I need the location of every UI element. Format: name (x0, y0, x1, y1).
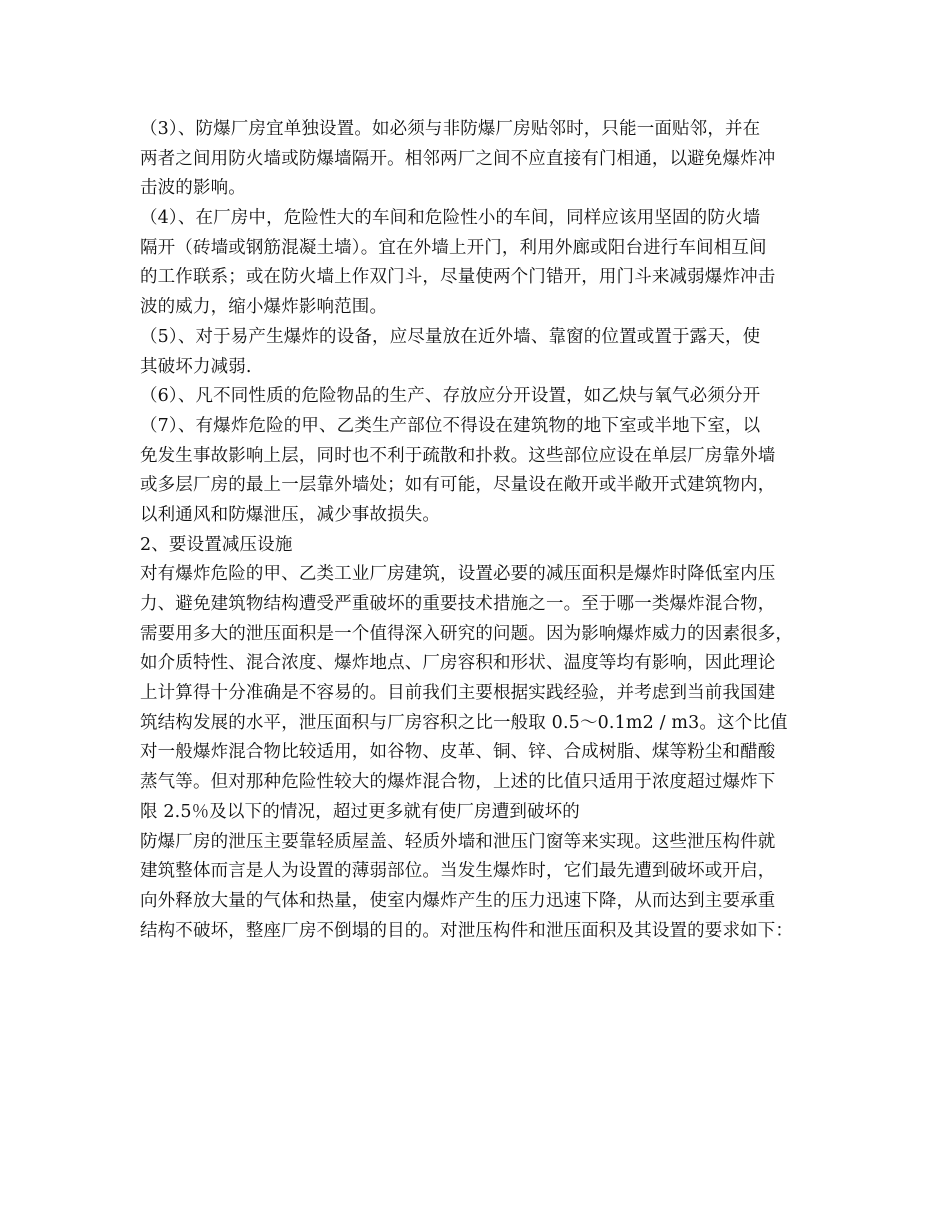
text-line: 免发生事故影响上层，同时也不利于疏散和扑救。这些部位应设在单层厂房靠外墙 (140, 445, 776, 466)
text-line: 以利通风和防爆泄压，减少事故损失。 (140, 504, 441, 525)
text-line: 结构不破坏，整座厂房不倒塌的目的。对泄压构件和泄压面积及其设置的要求如下： (140, 920, 794, 941)
text-line: 建筑整体而言是人为设置的薄弱部位。当发生爆炸时，它们最先遭到破坏或开启， (140, 861, 776, 882)
text-line: 限 2.5％及以下的情况，超过更多就有使厂房遭到破坏的 (140, 801, 580, 822)
text-line: 对有爆炸危险的甲、乙类工业厂房建筑，设置必要的减压面积是爆炸时降低室内压 (140, 564, 776, 585)
text-line: 隔开（砖墙或钢筋混凝土墙）。宜在外墙上开门，利用外廊或阳台进行车间相互间 (140, 237, 767, 258)
text-line: （6）、凡不同性质的危险物品的生产、存放应分开设置，如乙炔与氧气必须分开 (140, 386, 761, 407)
text-line: 击波的影响。 (140, 178, 246, 199)
text-line: 需要用多大的泄压面积是一个值得深入研究的问题。因为影响爆炸威力的因素很多， (140, 623, 794, 644)
text-line: 或多层厂房的最上一层靠外墙处；如有可能，尽量设在敞开或半敞开式建筑物内， (140, 475, 776, 496)
text-line: 筑结构发展的水平，泄压面积与厂房容积之比一般取 0.5～0.1m2 / m3。这个比值 (140, 712, 788, 733)
section-heading: 2、要设置减压设施 (140, 534, 293, 555)
text-line: （4）、在厂房中，危险性大的车间和危险性小的车间，同样应该用坚固的防火墙 (140, 208, 761, 229)
text-line: 如介质特性、混合浓度、爆炸地点、厂房容积和形状、温度等均有影响，因此理论 (140, 653, 776, 674)
text-line: 其破坏力减弱. (140, 356, 252, 377)
text-line: 两者之间用防火墙或防爆墙隔开。相邻两厂之间不应直接有门相通，以避免爆炸冲 (140, 148, 776, 169)
text-line: （3）、防爆厂房宜单独设置。如必须与非防爆厂房贴邻时，只能一面贴邻，并在 (140, 119, 761, 139)
text-line: 向外释放大量的气体和热量，使室内爆炸产生的压力迅速下降，从而达到主要承重 (140, 890, 776, 911)
text-line: 蒸气等。但对那种危险性较大的爆炸混合物，上述的比值只适用于浓度超过爆炸下 (140, 772, 776, 793)
text-line: （5）、对于易产生爆炸的设备，应尽量放在近外墙、靠窗的位置或置于露天，使 (140, 326, 761, 347)
text-line: 波的威力，缩小爆炸影响范围。 (140, 297, 388, 318)
text-line: 的工作联系；或在防火墙上作双门斗，尽量使两个门错开，用门斗来减弱爆炸冲击 (140, 267, 776, 288)
text-line: 上计算得十分准确是不容易的。目前我们主要根据实践经验，并考虑到当前我国建 (140, 683, 776, 704)
text-line: 对一般爆炸混合物比较适用，如谷物、皮革、铜、锌、合成树脂、煤等粉尘和醋酸 (140, 742, 776, 763)
text-line: 力、避免建筑物结构遭受严重破坏的重要技术措施之一。至于哪一类爆炸混合物， (140, 594, 776, 614)
document-body (140, 115, 830, 946)
text-line: （7）、有爆炸危险的甲、乙类生产部位不得设在建筑物的地下室或半地下室，以 (140, 415, 761, 436)
text-line: 防爆厂房的泄压主要靠轻质屋盖、轻质外墙和泄压门窗等来实现。这些泄压构件就 (140, 831, 776, 852)
